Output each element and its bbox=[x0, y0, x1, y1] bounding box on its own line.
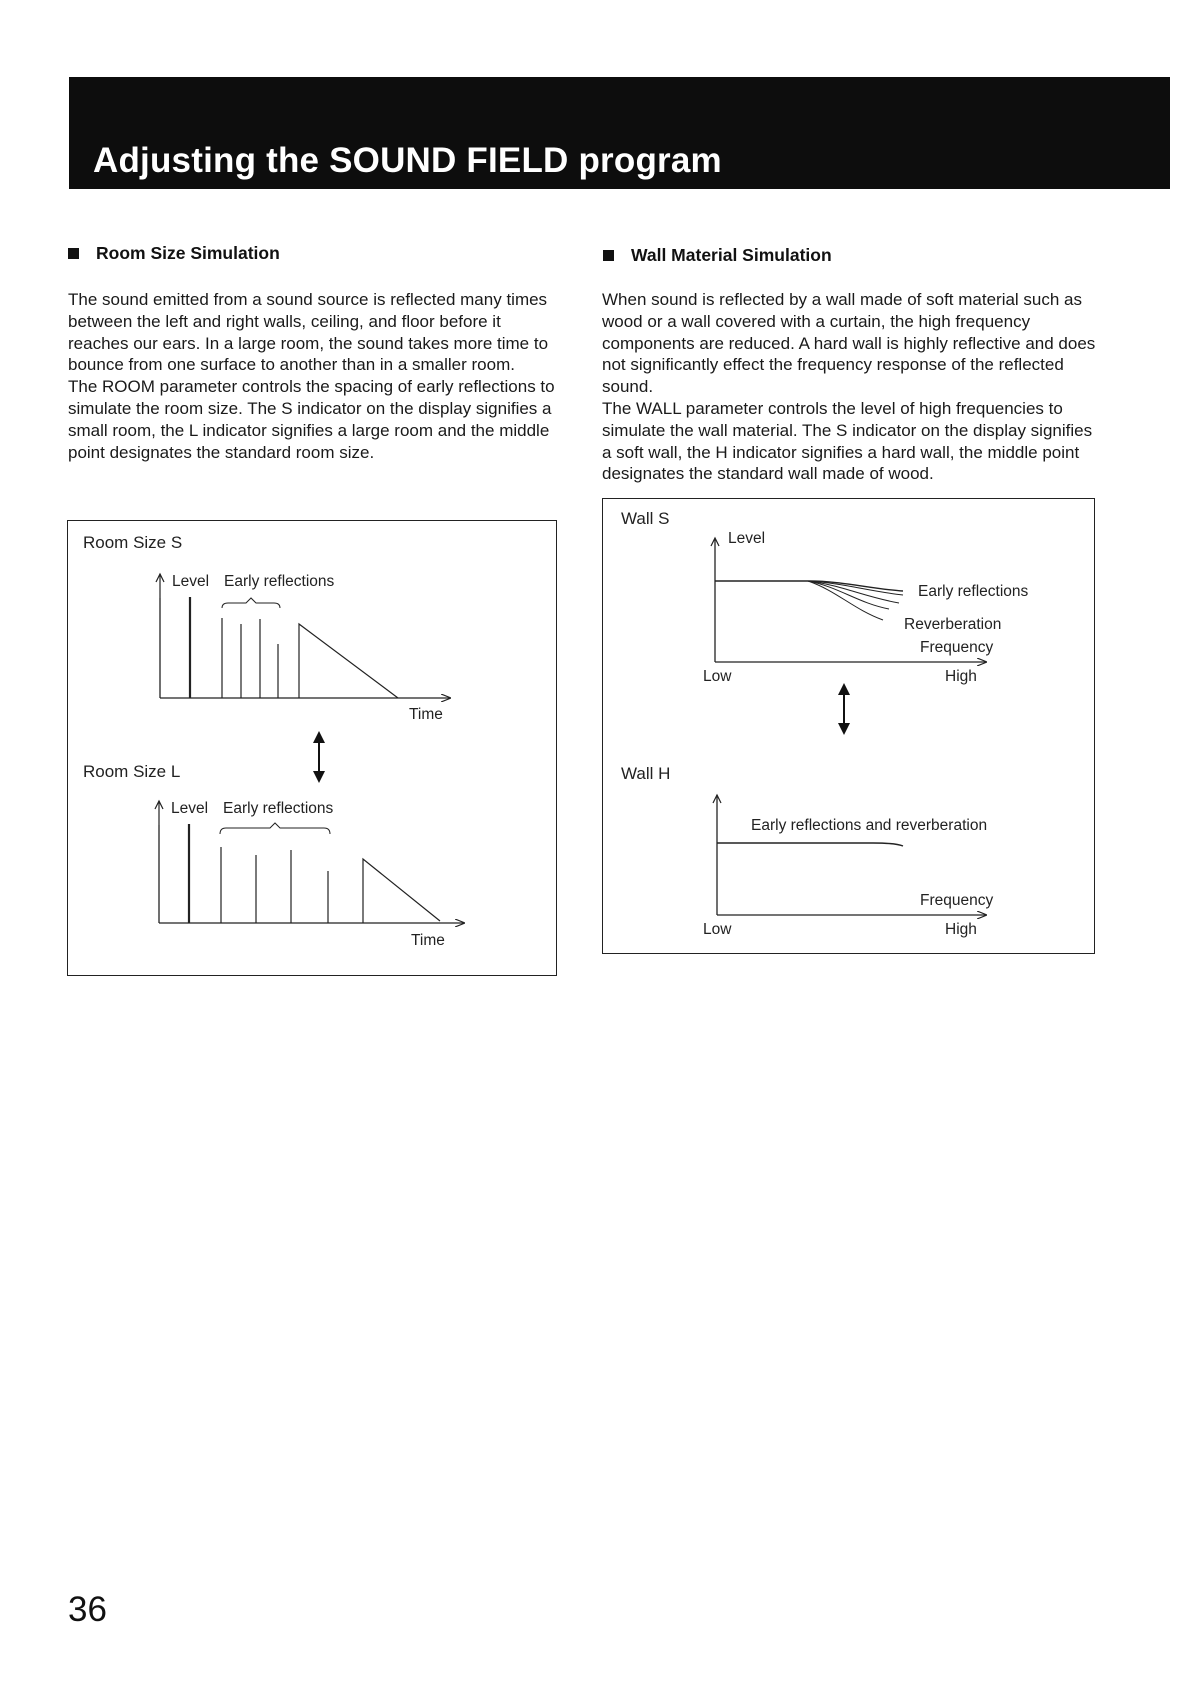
low-label-wall-h: Low bbox=[703, 921, 732, 938]
reverb-decay-s bbox=[299, 624, 398, 698]
frequency-label-wall-s: Frequency bbox=[920, 639, 994, 656]
flat-curve-wall-h bbox=[717, 843, 903, 846]
room-size-diagram bbox=[68, 521, 558, 977]
high-label-wall-s: High bbox=[945, 668, 977, 685]
reverb-label-wall-s: Reverberation bbox=[904, 616, 1002, 633]
room-size-l-label: Room Size L bbox=[83, 762, 181, 781]
low-label-wall-s: Low bbox=[703, 668, 732, 685]
wall-material-heading-text: Wall Material Simulation bbox=[631, 245, 832, 265]
early-label-s: Early reflections bbox=[224, 573, 335, 590]
square-bullet-icon bbox=[68, 248, 79, 259]
wall-paragraph-1: When sound is reflected by a wall made of soft material such as wood or a wall covered with a curtain, the high frequency components are reduced. A hard wall is highly reflective and does not significantly effect the frequency response of the reflected sound. bbox=[602, 290, 1096, 397]
high-label-wall-h: High bbox=[945, 921, 977, 938]
room-size-heading bbox=[68, 243, 280, 264]
room-size-paragraph-1: The sound emitted from a sound source is reflected many times between the left and right walls, ceiling, and floor before it reaches our ears. In a large room, the sound takes more time to bounce from one surface to another than in a smaller room. bbox=[68, 290, 549, 375]
wall-material-heading bbox=[603, 245, 832, 266]
double-arrow-icon bbox=[313, 731, 325, 783]
early-label-l: Early reflections bbox=[223, 800, 334, 817]
early-bracket-l bbox=[220, 823, 330, 834]
room-size-figure bbox=[67, 520, 557, 976]
wall-h-label: Wall H bbox=[621, 764, 671, 783]
wall-material-figure bbox=[602, 498, 1095, 954]
early-label-wall-s: Early reflections bbox=[918, 583, 1029, 600]
page-number: 36 bbox=[68, 1590, 107, 1629]
page-title: Adjusting the SOUND FIELD program bbox=[93, 141, 722, 180]
time-label-l: Time bbox=[411, 932, 445, 949]
early-curve-wall-s bbox=[715, 581, 903, 591]
wall-material-description bbox=[602, 289, 1097, 485]
level-label-wall-s: Level bbox=[728, 530, 766, 547]
room-size-heading-text: Room Size Simulation bbox=[96, 243, 280, 263]
wall-paragraph-2: The WALL parameter controls the level of high frequencies to simulate the wall material. The S indicator on the display signifies a soft wall, the H indicator signifies a hard wall, the middle point designates the standard wall made of wood. bbox=[602, 398, 1093, 484]
reverb-decay-l bbox=[363, 859, 440, 923]
level-label-s: Level bbox=[172, 573, 210, 590]
wall-s-label: Wall S bbox=[621, 509, 670, 528]
frequency-label-wall-h: Frequency bbox=[920, 892, 994, 909]
combined-label-wall-h: Early reflections and reverberation bbox=[751, 817, 988, 834]
double-arrow-icon bbox=[838, 683, 850, 735]
wall-material-diagram bbox=[603, 499, 1096, 955]
square-bullet-icon bbox=[603, 250, 614, 261]
title-banner bbox=[69, 77, 1170, 189]
time-label-s: Time bbox=[409, 706, 443, 723]
level-label-l: Level bbox=[171, 800, 209, 817]
room-size-description bbox=[68, 289, 558, 463]
room-size-s-label: Room Size S bbox=[83, 533, 183, 552]
room-size-paragraph-2: The ROOM parameter controls the spacing of early reflections to simulate the room size. The S indicator on the display signifies a small room, the L indicator signifies a large room and the middle point designates the standard room size. bbox=[68, 377, 555, 462]
early-bracket-s bbox=[222, 598, 280, 608]
